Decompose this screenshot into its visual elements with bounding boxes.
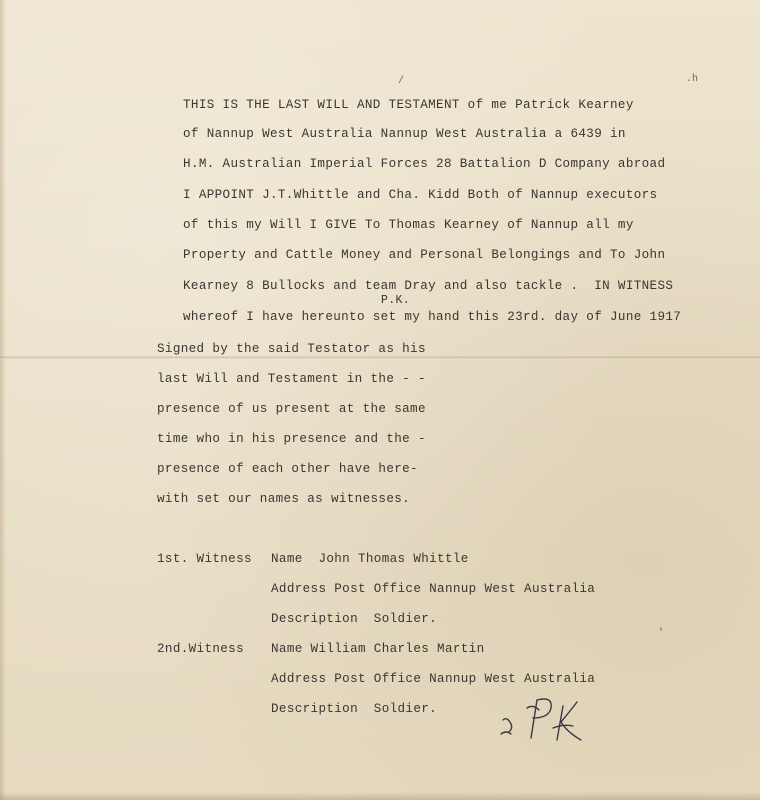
will-line-7: Kearney 8 Bullocks and team Dray and also tackle . IN WITNESS xyxy=(183,279,674,293)
witness-1-address: Address Post Office Nannup West Australia xyxy=(271,582,596,596)
pencil-mark-2: ' xyxy=(658,628,665,639)
paper-fold-line xyxy=(0,356,760,359)
will-line-4: I APPOINT J.T.Whittle and Cha. Kidd Both of Nannup executors xyxy=(183,188,658,202)
paper-edge-bottom xyxy=(0,792,760,800)
witness-1-name: Name John Thomas Whittle xyxy=(271,552,469,566)
paper-edge-left xyxy=(0,0,6,800)
bleed-through-text xyxy=(555,36,563,51)
pencil-mark: .h xyxy=(686,74,699,85)
will-line-5: of this my Will I GIVE To Thomas Kearney of Nannup all my xyxy=(183,218,634,232)
witness-2-label: 2nd.Witness xyxy=(157,642,244,656)
witness-1-label: 1st. Witness xyxy=(157,552,252,566)
attestation-line-1: Signed by the said Testator as his xyxy=(157,342,426,356)
witness-2-address: Address Post Office Nannup West Australia xyxy=(271,672,596,686)
attestation-line-5: presence of each other have here- xyxy=(157,462,418,476)
witness-1-description: Description Soldier. xyxy=(271,612,438,626)
attestation-line-3: presence of us present at the same xyxy=(157,402,426,416)
will-line-6: Property and Cattle Money and Personal Belongings and To John xyxy=(183,248,666,262)
attestation-line-4: time who in his presence and the - xyxy=(157,432,426,446)
witness-2-description: Description Soldier. xyxy=(271,702,438,716)
attestation-line-2: last Will and Testament in the - - xyxy=(157,372,426,386)
initials-correction: P.K. xyxy=(381,294,411,307)
attestation-line-6: with set our names as witnesses. xyxy=(157,492,411,506)
pencil-tick-mark: / xyxy=(398,76,405,87)
handwritten-initials-signature xyxy=(497,690,587,750)
witness-2-name: Name William Charles Martin xyxy=(271,642,485,656)
will-line-1: THIS IS THE LAST WILL AND TESTAMENT of me Patrick Kearney xyxy=(183,98,634,112)
will-line-2: of Nannup West Australia Nannup West Australia a 6439 in xyxy=(183,127,626,141)
will-line-8: whereof I have hereunto set my hand this 23rd. day of June 1917 xyxy=(183,310,682,324)
will-line-3: H.M. Australian Imperial Forces 28 Battalion D Company abroad xyxy=(183,157,666,171)
